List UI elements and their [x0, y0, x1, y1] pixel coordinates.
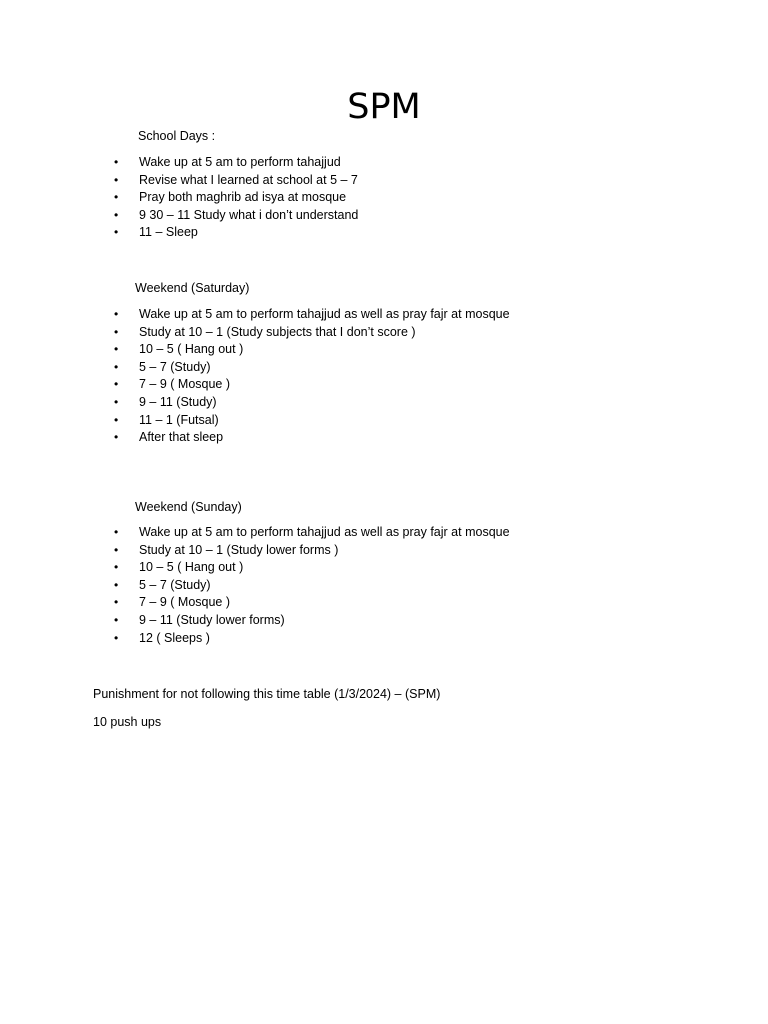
bullet-icon: •	[114, 359, 119, 374]
list-item-text: 9 – 11 (Study lower forms)	[139, 612, 285, 627]
list-item-text: Pray both maghrib ad isya at mosque	[139, 190, 347, 205]
bullet-icon: •	[114, 342, 119, 357]
bullet-icon: •	[114, 630, 119, 645]
list-item	[114, 359, 510, 377]
list-item-text: 10 – 5 ( Hang out )	[139, 560, 244, 575]
list-item-text: 9 – 11 (Study)	[139, 394, 217, 409]
list-item-text: Study at 10 – 1 (Study lower forms )	[139, 542, 339, 557]
list-item-text: Wake up at 5 am to perform tahajjud	[139, 155, 341, 169]
list-item-text: Study at 10 – 1 (Study subjects that I don’t score )	[139, 324, 416, 339]
list-item	[114, 324, 510, 342]
bullet-icon: •	[114, 190, 119, 205]
list-item-text: 9 30 – 11 Study what i don’t understand	[139, 207, 359, 222]
list-item-text: 10 – 5 ( Hang out )	[139, 342, 244, 357]
list-item-text: Wake up at 5 am to perform tahajjud as well as pray fajr at mosque	[139, 525, 510, 539]
list-item	[114, 594, 510, 612]
list-item	[114, 412, 510, 430]
bullet-icon: •	[114, 155, 119, 169]
list-item-text: 7 – 9 ( Mosque )	[139, 595, 231, 610]
saturday-list	[114, 306, 510, 447]
list-item	[114, 341, 510, 359]
list-item	[114, 612, 510, 630]
bullet-icon: •	[114, 172, 119, 187]
list-item	[114, 189, 358, 207]
bullet-icon: •	[114, 394, 119, 409]
sunday-list	[114, 524, 510, 647]
bullet-icon: •	[114, 207, 119, 222]
list-item	[114, 630, 510, 648]
list-item	[114, 577, 510, 595]
list-item	[114, 154, 358, 172]
punishment-line: Punishment for not following this time table (1/3/2024) – (SPM)	[93, 687, 441, 701]
bullet-icon: •	[114, 225, 119, 240]
list-item-text: 7 – 9 ( Mosque )	[139, 377, 231, 392]
list-item-text: After that sleep	[139, 430, 224, 445]
list-item	[114, 542, 510, 560]
bullet-icon: •	[114, 430, 119, 445]
list-item	[114, 376, 510, 394]
bullet-icon: •	[114, 560, 119, 575]
list-item-text: 5 – 7 (Study)	[139, 577, 211, 592]
school-days-heading: School Days :	[138, 129, 216, 143]
list-item	[114, 207, 358, 225]
list-item	[114, 559, 510, 577]
bullet-icon: •	[114, 412, 119, 427]
bullet-icon: •	[114, 595, 119, 610]
list-item-text: Revise what I learned at school at 5 – 7	[139, 172, 358, 187]
bullet-icon: •	[114, 525, 119, 539]
bullet-icon: •	[114, 542, 119, 557]
sunday-heading: Weekend (Sunday)	[135, 500, 242, 514]
list-item	[114, 524, 510, 542]
document-title: SPM	[347, 87, 421, 127]
list-item-text: 5 – 7 (Study)	[139, 359, 211, 374]
list-item-text: 12 ( Sleeps )	[139, 630, 210, 645]
bullet-icon: •	[114, 377, 119, 392]
bullet-icon: •	[114, 612, 119, 627]
punishment-penalty: 10 push ups	[93, 715, 162, 729]
list-item-text: 11 – Sleep	[139, 225, 198, 240]
school-days-list	[114, 154, 358, 242]
list-item	[114, 224, 358, 242]
list-item	[114, 429, 510, 447]
list-item-text: 11 – 1 (Futsal)	[139, 412, 219, 427]
list-item	[114, 394, 510, 412]
bullet-icon: •	[114, 307, 119, 321]
bullet-icon: •	[114, 577, 119, 592]
saturday-heading: Weekend (Saturday)	[135, 281, 250, 295]
list-item	[114, 172, 358, 190]
list-item-text: Wake up at 5 am to perform tahajjud as well as pray fajr at mosque	[139, 307, 510, 321]
bullet-icon: •	[114, 324, 119, 339]
list-item	[114, 306, 510, 324]
